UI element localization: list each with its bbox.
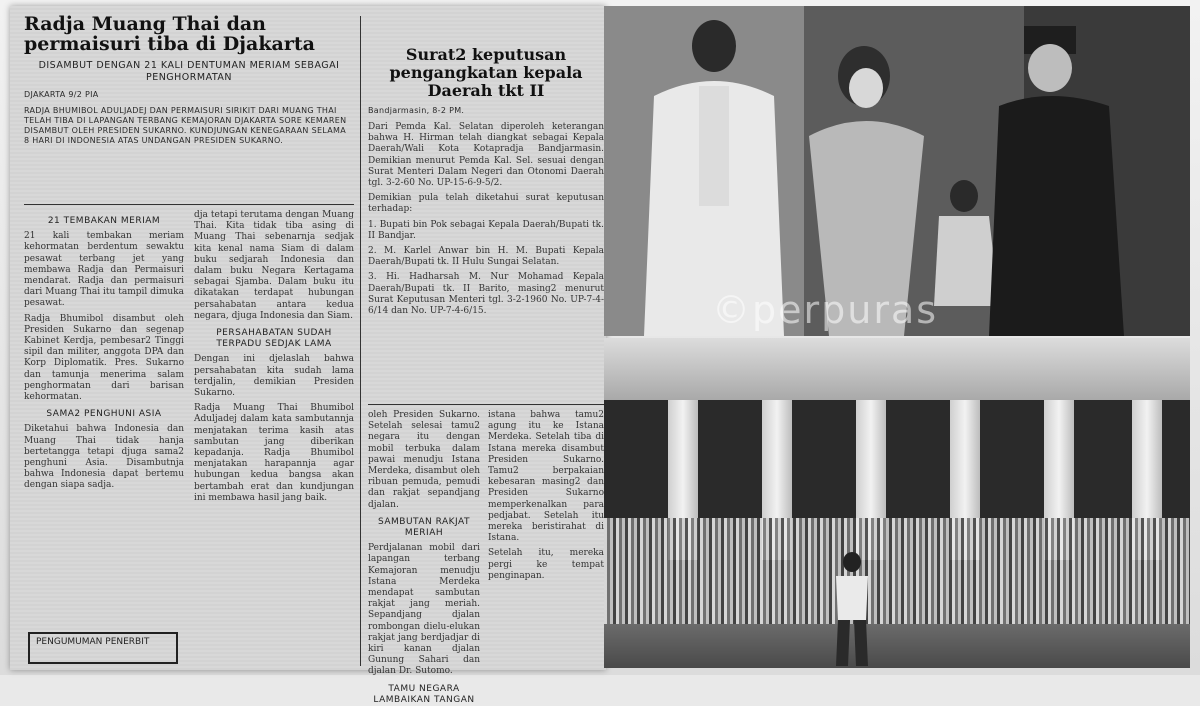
photo-watermark: ©perpuras <box>712 288 939 332</box>
photo-royal-visit <box>604 6 1190 336</box>
divider-2 <box>368 404 604 405</box>
article2-item3: 3. Hi. Hadharsah M. Nur Mohamad Kepala Daerah/Bupati tk. II Barito, masing2 menurut Surat Keputusan Menteri tgl. 3-2-1960 No. UP-7-4-6/14 dan No. UP-7-4-6/15. <box>368 272 604 317</box>
column-rule <box>360 16 361 666</box>
photo-royal-visit-figures <box>604 6 1190 336</box>
article2-item2: 2. M. Karlel Anwar bin H. M. Bupati Kepala Daerah/Bupati tk. II Hulu Sungai Selatan. <box>368 246 604 268</box>
article1-column-b <box>194 210 354 660</box>
article1-body1: 21 kali tembakan meriam kehormatan berdentum sewaktu pesawat terbang jet yang membawa Radja dan Permaisuri mendarat. Radja dan permaisuri dari Muang Thai itu tampil dimuka pesawat. <box>24 231 184 309</box>
article2-top <box>368 46 604 386</box>
palace-facade <box>604 338 1190 400</box>
article2-column-b <box>488 410 604 666</box>
article2-body3: oleh Presiden Sukarno. Setelah selesai tamu2 negara itu dengan mobil terbuka dalam pawai menudju Istana Merdeka, disambut oleh ribuan pemuda, pemudi dan rakjat sepandjang djalan. <box>368 410 480 510</box>
lawn <box>604 624 1190 668</box>
footer-announcement-box: PENGUMUMAN PENERBIT <box>28 632 178 664</box>
article1-body5: Dengan ini djelaslah bahwa persahabatan kita sudah lama terdjalin, demikian Presiden Sukarno. <box>194 354 354 399</box>
article2-section2: TAMU NEGARA LAMBAIKAN TANGAN <box>373 683 475 705</box>
article1-body4: dja tetapi terutama dengan Muang Thai. Kita tidak tiba asing di Muang Thai sebenarnja sedjak kita kenal nama Siam di dalam buku sedjarah Indonesia dan dalam buku Negara Kertagama sebagai Sjamba. Dalam buku itu dikatakan terdapat hubungan persahabatan antara kedua negara, djuga Indonesia dan Siam. <box>194 210 354 321</box>
article1-section3: PERSAHABATAN SUDAH TERPADU SEDJAK LAMA <box>216 328 332 350</box>
article2-body5: istana bahwa tamu2 agung itu ke Istana Merdeka. Setelah tiba di Istana mereka disambut Presiden Sukarno. Tamu2 berpakaian kebesaran masing2 dan Presiden Sukarno memperkenalkan para pedjabat. Setelah itu mereka beristirahat di Istana. <box>488 410 604 544</box>
article2-body4: Perdjalanan mobil dari lapangan terbang Kemajoran menudju Istana Merdeka mendapat sambutan rakjat jang meriah. Sepandjang djalan rombongan dielu-elukan rakjat jang berdjadjar di kiri kanan djalan Gunung Sahari dan djalan Dr. Sutomo. <box>368 543 480 677</box>
article2-headline: Surat2 keputusan pengangkatan kepala Daerah tkt II <box>389 45 583 100</box>
newspaper-clipping <box>10 6 606 705</box>
article2-body6: Setelah itu, mereka pergi ke tempat penginapan. <box>488 548 604 581</box>
article1-section2: SAMA2 PENGHUNI ASIA <box>46 409 162 420</box>
article1-dateline: DJAKARTA 9/2 PIA <box>24 90 99 99</box>
article2-section: SAMBUTAN RAKJAT MERIAH <box>377 516 470 539</box>
article1-body3: Diketahui bahwa Indonesia dan Muang Thai tidak hanja bertetangga tetapi djuga sama2 penghuni Asia. Disambutnja bahwa Indonesia dapat bertemu dengan siapa sadja. <box>24 424 184 491</box>
article1-header <box>24 14 354 152</box>
article1-headline: Radja Muang Thai dan permaisuri tiba di Djakarta <box>24 13 315 55</box>
article2-column-a <box>368 410 480 705</box>
divider <box>24 204 354 205</box>
photo-palace-crowd <box>604 338 1190 668</box>
crowd <box>604 518 1190 628</box>
article2-body1: Dari Pemda Kal. Selatan diperoleh keterangan bahwa H. Hirman telah diangkat sebagai Kepala Daerah/Wali Kota Kotapradja Bandjarmasin. Demikian menurut Pemda Kal. Sel. sesuai dengan Surat Menteri Dalam Negeri dan Otonomi Daerah tgl. 3-2-60 No. UP-15-6-9-5/2. <box>368 122 604 189</box>
article1-subtitle: DISAMBUT DENGAN 21 KALI DENTUMAN MERIAM SEBAGAI PENGHORMATAN <box>38 60 340 83</box>
article1-section1: 21 TEMBAKAN MERIAM <box>47 216 161 226</box>
article2-dateline: Bandjarmasin, 8-2 PM. <box>368 106 465 115</box>
article1-column-a <box>24 210 184 620</box>
article1-lead: RADJA BHUMIBOL ADULJADEJ DAN PERMAISURI SIRIKIT DARI MUANG THAI TELAH TIBA DI LAPANGAN TERBANG KEMAJORAN DJAKARTA SORE KEMAREN DISAMBUT OLEH PRESIDEN SUKARNO. KUNDJUNGAN KENEGARAAN SELAMA 8 HARI DI INDONESIA ATAS UNDANGAN PRESIDEN SUKARNO. <box>24 106 347 145</box>
article2-item1: 1. Bupati bin Pok sebagai Kepala Daerah/Bupati tk. II Bandjar. <box>368 219 604 241</box>
article2-body2: Demikian pula telah diketahui surat keputusan terhadap: <box>368 193 604 215</box>
walking-man-figure <box>822 550 882 668</box>
article1-body2: Radja Bhumibol disambut oleh Presiden Sukarno dan segenap Kabinet Kerdja, pembesar2 Tinggi sipil dan militer, anggota DPA dan Korp Diplomatik. Pres. Sukarno dan tamunja menerima salam penghormatan dari barisan kehormatan. <box>24 313 184 403</box>
article1-body6: Radja Muang Thai Bhumibol Aduljadej dalam kata sambutannja menjatakan terima kasih atas sambutan jang diberikan kepadanja. Radja Bhumibol menjatakan harapannja agar hubungan kedua bangsa akan bertambah erat dan kundjungan ini membawa hasil jang baik. <box>194 403 354 503</box>
